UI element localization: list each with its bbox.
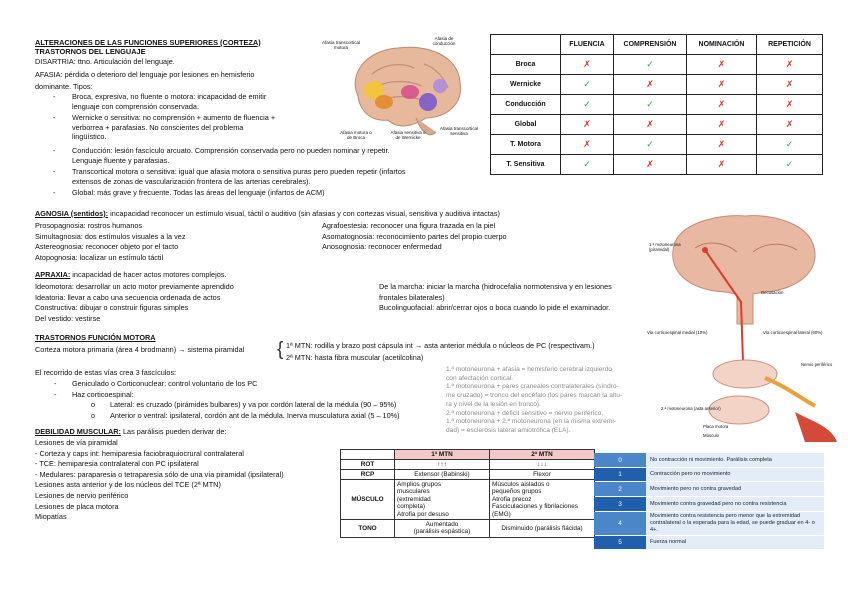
table-row (491, 155, 823, 175)
brain-label-wernicke: Afasia sensitiva o de Wernicke (390, 130, 426, 141)
list-item: lingüístico. (72, 132, 107, 142)
motora-sub2: Anterior o ventral: ipsilateral, cordón ant de la médula. Inerva musculatura axial (5 – 10%) (110, 411, 400, 420)
syn-cell (757, 75, 823, 95)
list-item: Lesiones de vía piramidal (35, 438, 118, 447)
agnosia-left-list (35, 221, 185, 262)
list-item: Lesiones asta anterior y de los núcleos del TCE (2ª MTN) (35, 480, 221, 490)
syn-header-cell: NOMINACIÓN (687, 35, 757, 55)
syn-cell (614, 155, 687, 175)
syn-row-label: Broca (491, 55, 561, 75)
syn-header-cell: REPETICIÓN (757, 35, 823, 55)
motora-fasc1: Geniculado o Corticonuclear: control voluntario de los PC (72, 379, 258, 388)
scale-grade: 3 (594, 497, 646, 511)
note-line: 1.ª motoneurona + pares craneales contralaterales (síndro- (446, 383, 619, 391)
syn-cell (614, 95, 687, 115)
sub-bullet-2: o (91, 411, 96, 420)
cross-icon: ✗ (646, 159, 654, 169)
syn-row-label: Conducción (491, 95, 561, 115)
scale-description: Movimiento contra resistencia pero menor que la extremidad contralateral o la esperada para la edad, se puede graduar en 4- o 4+. (646, 512, 824, 535)
sub-bullet-1: o (91, 400, 96, 409)
mtn-cell: Amplios grupos musculares (extremidad completa) Atrofia por desuso (395, 480, 490, 520)
mtn-cell: ↑↑↑ (395, 460, 490, 470)
list-item: - Corteza y caps int: hemiparesia faciobraquiocrural contralateral (35, 448, 244, 458)
syn-cell (687, 55, 757, 75)
syn-row-label: Wernicke (491, 75, 561, 95)
anatomy-label: 1.ª motoneurona (piramidal) (649, 242, 681, 252)
list-item: Astereognosia: reconocer objeto por el tacto (35, 242, 179, 252)
syn-cell (614, 135, 687, 155)
mtn-comparison-table (340, 449, 595, 538)
cross-icon: ✗ (646, 119, 654, 129)
motora-fasc2: Haz corticoespinal: (72, 390, 134, 399)
cross-icon: ✗ (717, 159, 726, 169)
anatomy-label: Decusación (761, 290, 784, 295)
note-line: ra y nivel de la lesión en tronco). (446, 400, 541, 408)
mtn-cell: Flexor (490, 470, 595, 480)
cross-icon: ✗ (583, 59, 591, 69)
check-icon: ✓ (646, 139, 654, 149)
section-title-lenguaje: TRASTORNOS DEL LENGUAJE (35, 47, 146, 56)
note-line: con afectación cortical. (446, 374, 514, 382)
agnosia-heading (35, 209, 500, 219)
list-item: Miopatías (35, 512, 67, 522)
motora-sub1: Lateral: es cruzado (pirámides bulbares) y va por cordón lateral de la médula (90 – 95%) (110, 400, 397, 409)
syn-cell (561, 155, 614, 175)
list-item: Agrafoestesia: reconocer una figura trazada en la piel (322, 221, 496, 230)
syn-header-cell: COMPRENSIÓN (614, 35, 687, 55)
syn-cell (614, 75, 687, 95)
cross-icon: ✗ (646, 79, 654, 89)
syn-cell (757, 95, 823, 115)
check-icon: ✓ (583, 159, 591, 169)
agnosia-def: incapacidad reconocer un estímulo visual, táctil o auditivo (sin afasias y con cortezas visual, sensitiva y auditiva intactas) (108, 209, 500, 218)
syn-cell (614, 115, 687, 135)
apraxia-right-list (379, 282, 612, 313)
brain-illustration (318, 34, 484, 146)
list-item: Lesiones de placa motora (35, 501, 119, 511)
list-item: - Conducción: lesión fascículo arcuato. Comprensión conservada pero no pueden nominar y repetir. (53, 145, 390, 155)
syn-cell (757, 115, 823, 135)
scale-row (594, 536, 824, 549)
table-row (491, 55, 823, 75)
note-line: me cruzado) = tronco del encéfalo (los pares marcan la altu- (446, 392, 623, 400)
scale-description: No contracción ni movimiento. Parálisis completa (646, 453, 824, 467)
list-item: - Global: más grave y frecuente. Todas las áreas del lenguaje (infartos de ACM) (53, 188, 325, 198)
anatomy-label: Vía corticoespinal lateral (90%) (763, 330, 823, 335)
anatomy-label: Vía corticoespinal medial (10%) (647, 330, 708, 335)
mtn-cell: Disminuido (parálisis flácida) (490, 520, 595, 538)
debilidad-title: DEBILIDAD MUSCULAR: (35, 427, 121, 436)
syn-cell (687, 135, 757, 155)
scale-row (594, 453, 824, 467)
mtn-cell: Extensor (Babinski) (395, 470, 490, 480)
cross-icon: ✗ (717, 99, 726, 109)
motor-pathway-illustration (645, 212, 840, 444)
list-item: Anosognosia: reconocer enfermedad (322, 242, 442, 252)
syn-cell (614, 55, 687, 75)
mtn-header-2: 2ª MTN (490, 450, 595, 460)
cross-icon: ✗ (717, 119, 726, 129)
fasciculo-dash-1: - (54, 379, 57, 388)
note-line: 1.ª motoneurona + 2.ª motoneurona (en la misma extremi- (446, 418, 616, 426)
mtn-cell: Músculos aislados o pequeños grupos Atrofia precoz Fasciculaciones y fibrilaciones (EMG) (490, 480, 595, 520)
motora-mtn1: 1ª MTN: rodilla y brazo post cápsula int → asta anterior médula o núcleos de PC (respectivam.) (286, 341, 595, 350)
note-line: 2.ª motoneurona + déficit sensitivo = nervio periférico. (446, 409, 604, 417)
scale-description: Movimiento contra gravedad pero no contra resistencia (646, 497, 824, 511)
list-item: Prosopagnosia: rostros humanos (35, 221, 143, 230)
list-item: verborrea + parafasias. No conscientes del problema (72, 122, 244, 132)
mtn-row-label: TONO (341, 520, 395, 538)
cross-icon: ✗ (785, 119, 794, 129)
mtn-row-label: ROT (341, 460, 395, 470)
anatomy-label: 2.ª motoneurona (asta anterior) (661, 406, 721, 411)
syn-cell (687, 155, 757, 175)
syn-cell (687, 115, 757, 135)
list-item: Simultagnosia: dos estímulos visuales a la vez (35, 231, 186, 241)
list-item: - Wernicke o sensitiva: no comprensión + aumento de fluencia + (53, 113, 276, 123)
note-line: dad) = esclerosis lateral amiotrófica (ELA). (446, 426, 571, 434)
syn-row-label: T. Motora (491, 135, 561, 155)
list-item: De la marcha: iniciar la marcha (hidrocefalia normotensiva y en lesiones (379, 282, 612, 291)
list-item: Lenguaje fluente y parafasias. (72, 155, 170, 165)
cross-icon: ✗ (717, 59, 726, 69)
check-icon: ✓ (646, 99, 654, 109)
scale-row (594, 468, 824, 481)
mtn-row-label: MÚSCULO (341, 480, 395, 520)
cross-icon: ✗ (785, 79, 794, 89)
scale-grade: 4 (594, 512, 646, 535)
scale-grade: 0 (594, 453, 646, 467)
agnosia-right-list (322, 221, 507, 252)
scale-grade: 5 (594, 536, 646, 549)
note-line: 1.ª motoneurona + afasia = hemisferio cerebral izquierdo (446, 366, 612, 373)
afasia-text-2: dominante. Tipos: (35, 82, 93, 91)
cross-icon: ✗ (717, 139, 726, 149)
syn-cell (757, 55, 823, 75)
list-item: frontales bilaterales) (379, 292, 445, 302)
mtn-row-label: RCP (341, 470, 395, 480)
motora-line1: Corteza motora primaria (área 4 brodmann) → sistema piramidal (35, 345, 245, 354)
motora-title: TRASTORNOS FUNCIÓN MOTORA (35, 333, 156, 342)
syn-cell (561, 75, 614, 95)
debilidad-list (35, 438, 284, 523)
page-title: ALTERACIONES DE LAS FUNCIONES SUPERIORES (CORTEZA) (35, 38, 261, 47)
list-item: - Broca, expresiva, no fluente o motora: incapacidad de emitir (53, 92, 267, 101)
scale-grade: 1 (594, 468, 646, 481)
list-item: Atopognosia: localizar un estímulo táctil (35, 252, 164, 262)
scale-grade: 2 (594, 482, 646, 496)
syn-cell (561, 135, 614, 155)
motora-mtn2: 2ª MTN: hasta fibra muscular (acetilcolina) (286, 353, 424, 362)
brain-label-broca: Afasia motora o de Broca (340, 130, 372, 141)
syn-cell (561, 95, 614, 115)
apraxia-title: APRAXIA: (35, 270, 71, 279)
mtn-cell: Aumentado (parálisis espástica) (395, 520, 490, 538)
mtn-cell: ↓↓↓ (490, 460, 595, 470)
anatomy-label: Nervio periférico (801, 362, 833, 367)
cross-icon: ✗ (785, 99, 794, 109)
check-icon: ✓ (583, 99, 591, 109)
cross-icon: ✗ (583, 119, 591, 129)
syn-cell (757, 135, 823, 155)
cross-icon: ✗ (717, 79, 726, 89)
table-row (491, 75, 823, 95)
syn-cell (757, 155, 823, 175)
agnosia-title: AGNOSIA (sentidos): (35, 209, 109, 218)
check-icon: ✓ (583, 79, 591, 89)
scale-row (594, 512, 824, 535)
list-item: Ideatoria: llevar a cabo una secuencia ordenada de actos (35, 292, 221, 302)
syn-row-label: Global (491, 115, 561, 135)
muscle-strength-scale (594, 453, 824, 551)
list-item: extensos de zonas de vascularización frontera de las arterias cerebrales). (72, 176, 311, 186)
list-item: Lesiones de nervio periférico (35, 490, 129, 500)
afasia-text-1: AFASIA: pérdida o deterioro del lenguaje por lesiones en hemisferio (35, 70, 255, 79)
table-row (491, 115, 823, 135)
brain-label-conduccion: Afasia de conducción (432, 36, 456, 47)
brace-glyph: { (277, 339, 284, 360)
apraxia-def: incapacidad de hacer actos motores complejos. (70, 270, 227, 279)
syn-corner-cell (491, 35, 561, 55)
debilidad-heading (35, 427, 226, 437)
cross-icon: ✗ (785, 59, 794, 69)
syn-cell (687, 95, 757, 115)
anatomy-label: Placa motora (703, 424, 729, 429)
list-item: Asomatognosia: reconocimiento partes del propio cuerpo (322, 231, 507, 241)
mtn-corner-cell (341, 450, 395, 460)
cross-icon: ✗ (583, 139, 591, 149)
table-row (491, 95, 823, 115)
anatomy-label: Músculo (703, 433, 720, 438)
list-item: - Medulares: paraparesia o tetraparesia sólo de una vía piramidal (ipsilateral) (35, 469, 284, 479)
mtn-header-1: 1ª MTN (395, 450, 490, 460)
brain-label-transcortical-sensitiva: Afasia transcortical sensitiva (439, 126, 478, 137)
list-item: Constructiva: dibujar o construir figuras simples (35, 303, 189, 313)
debilidad-def: Las parálisis pueden derivar de: (120, 427, 227, 436)
list-item: Del vestido: vestirse (35, 313, 101, 323)
scale-row (594, 482, 824, 496)
scale-description: Movimiento pero no contra gravedad (646, 482, 824, 496)
scale-description: Fuerza normal (646, 536, 824, 549)
syn-cell (561, 115, 614, 135)
list-item: - TCE: hemiparesia contralateral con PC ipsilateral (35, 459, 199, 469)
scale-description: Contracción pero no movimiento (646, 468, 824, 481)
check-icon: ✓ (785, 139, 794, 149)
apraxia-left-list (35, 282, 234, 323)
brain-label-transcortical-motora: Afasia transcortical motora (321, 40, 360, 51)
syn-cell (561, 55, 614, 75)
list-item: lenguaje con comprensión conservada. (72, 101, 199, 111)
syn-header-cell: FLUENCIA (561, 35, 614, 55)
motora-recorrido: El recorrido de estas vías crea 3 fascículos: (35, 368, 177, 377)
fasciculo-dash-2: - (54, 390, 57, 399)
list-item: - Transcortical motora o sensitiva: igual que afasia motora o sensitiva puras pero pueden repetir (infartos (53, 167, 406, 177)
check-icon: ✓ (785, 159, 794, 169)
list-item: Ideomotora: desarrollar un acto motor previamente aprendido (35, 282, 234, 291)
aphasia-syndrome-table (490, 34, 823, 175)
syn-cell (687, 75, 757, 95)
disartria-text: DISARTRIA: ttno. Articulación del lenguaje. (35, 57, 175, 66)
apraxia-heading (35, 270, 226, 280)
syn-row-label: T. Sensitiva (491, 155, 561, 175)
clinical-note-box (446, 366, 632, 436)
scale-row (594, 497, 824, 511)
list-item: Bucolinguofacial: abrir/cerrar ojos o boca cuando lo pide el examinador. (379, 303, 611, 313)
check-icon: ✓ (646, 59, 654, 69)
table-row (491, 135, 823, 155)
